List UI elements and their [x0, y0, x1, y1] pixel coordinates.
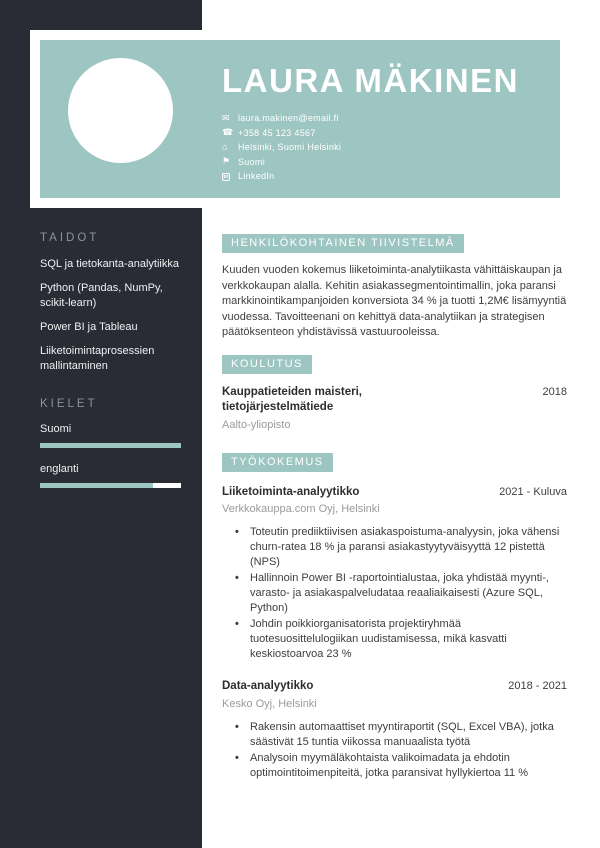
language-level-bar	[40, 443, 181, 448]
job-entry-header	[222, 485, 567, 501]
bullet-text: Analysoin myymäläkohtaista valikoimadata ja ehdotin optimointitoimenpiteitä, jotka paransivat hyllykiertoa 11 %	[250, 751, 528, 779]
home-icon: ⌂	[222, 141, 228, 152]
contact-row-email	[222, 111, 550, 126]
language-name: Suomi	[40, 423, 72, 435]
envelope-icon: ✉	[222, 112, 230, 123]
degree-title: Kauppatieteiden maisteri, tietojärjestelmätiede	[222, 385, 362, 414]
job-dates: 2018 - 2021	[508, 680, 567, 693]
job-dates: 2021 - Kuluva	[499, 485, 567, 498]
contact-list	[222, 111, 550, 184]
profile-photo-placeholder	[68, 58, 173, 163]
school-name: Aalto-yliopisto	[222, 418, 291, 431]
summary-paragraph: Kuuden vuoden kokemus liiketoiminta-analytiikasta vähittäiskaupan ja verkkokaupan alalla. Kehitin asiakassegmentointimallin, joka paransi markkinointikampanjoiden konversiota 34 % ja tuotti 1,2M€ lisämyyntiä vuodessa. Tavoitteenani on kehittyä data-analytiikan ja strategisen päätöksenteon yhdistävissä vastuurooleissa.	[222, 264, 567, 339]
education-section-title: KOULUTUS	[222, 355, 312, 374]
nationality-text: Suomi	[238, 156, 266, 167]
job-bullet	[222, 617, 567, 662]
language-level-fill	[40, 443, 181, 448]
language-name: englanti	[40, 463, 79, 475]
phone-text: +358 45 123 4567	[238, 127, 316, 138]
bullet-dot: •	[235, 751, 239, 764]
skill-item: Python (Pandas, NumPy, scikit-learn)	[40, 282, 163, 309]
bullet-text: Rakensin automaattiset myyntiraportit (SQL, Excel VBA), jotka säästivät 15 tuntia viikossa manuaalista työtä	[250, 720, 554, 748]
linkedin-link[interactable]: LinkedIn	[238, 171, 275, 182]
bullet-dot: •	[235, 618, 239, 631]
job-bullet	[222, 751, 567, 781]
skill-item: Liiketoimintaprosessien mallintaminen	[40, 345, 155, 372]
main-content	[222, 233, 567, 782]
bullet-dot: •	[235, 526, 239, 539]
contact-row-address	[222, 140, 550, 155]
header-teal-panel	[40, 40, 560, 198]
bullet-text: Hallinnoin Power BI -raportointialustaa, joka yhdistää myynti-, varasto- ja asiakaspalveludataa reaaliaikaisesti (Azure SQL, Python)	[250, 572, 549, 615]
flag-icon: ⚑	[222, 156, 231, 167]
education-dates: 2018	[542, 385, 567, 398]
header-band	[30, 30, 570, 208]
person-name: LAURA MÄKINEN	[222, 62, 519, 99]
bullet-dot: •	[235, 720, 239, 733]
contact-row-linkedin	[222, 169, 550, 184]
skill-item: Power BI ja Tableau	[40, 321, 138, 333]
job-bullet-list	[222, 525, 567, 662]
bullet-dot: •	[235, 572, 239, 585]
languages-section-title: KIELET	[40, 398, 98, 410]
skill-item: SQL ja tietokanta-analytiikka	[40, 258, 179, 270]
job-company: Kesko Oyj, Helsinki	[222, 697, 317, 710]
job-role: Data-analyytikko	[222, 680, 314, 693]
contact-row-phone	[222, 126, 550, 141]
language-item	[40, 423, 182, 448]
job-bullet	[222, 525, 567, 570]
bullet-text: Toteutin prediiktiivisen asiakaspoistuma-analyysin, joka vähensi churn-ratea 18 % ja paransi asiakastyytyväisyyttä 12 pistettä (NPS)	[250, 526, 560, 569]
sidebar-content	[40, 232, 182, 503]
job-bullet	[222, 571, 567, 616]
job-bullet	[222, 720, 567, 750]
address-text: Helsinki, Suomi Helsinki	[238, 142, 342, 153]
email-text[interactable]: laura.makinen@email.fi	[238, 113, 339, 124]
job-role: Liiketoiminta-analyytikko	[222, 485, 360, 498]
language-item	[40, 463, 182, 488]
contact-row-nationality	[222, 155, 550, 170]
job-bullet-list	[222, 720, 567, 781]
education-entry	[222, 385, 567, 416]
bullet-text: Johdin poikkiorganisatorista projektiryhmää tuotesuosittelulogiikan uudistamisessa, mikä kasvatti keskiostoarvoa 23 %	[250, 618, 507, 661]
header-text-block	[222, 62, 550, 184]
job-company: Verkkokauppa.com Oyj, Helsinki	[222, 503, 380, 516]
summary-section-title: HENKILÖKOHTAINEN TIIVISTELMÄ	[222, 234, 464, 253]
language-level-fill	[40, 483, 153, 488]
experience-section-title: TYÖKOKEMUS	[222, 453, 333, 472]
linkedin-icon: in	[223, 174, 229, 181]
job-entry-header	[222, 679, 567, 695]
phone-icon: ☎	[222, 127, 234, 138]
language-level-bar	[40, 483, 181, 488]
skills-section-title: TAIDOT	[40, 232, 100, 244]
